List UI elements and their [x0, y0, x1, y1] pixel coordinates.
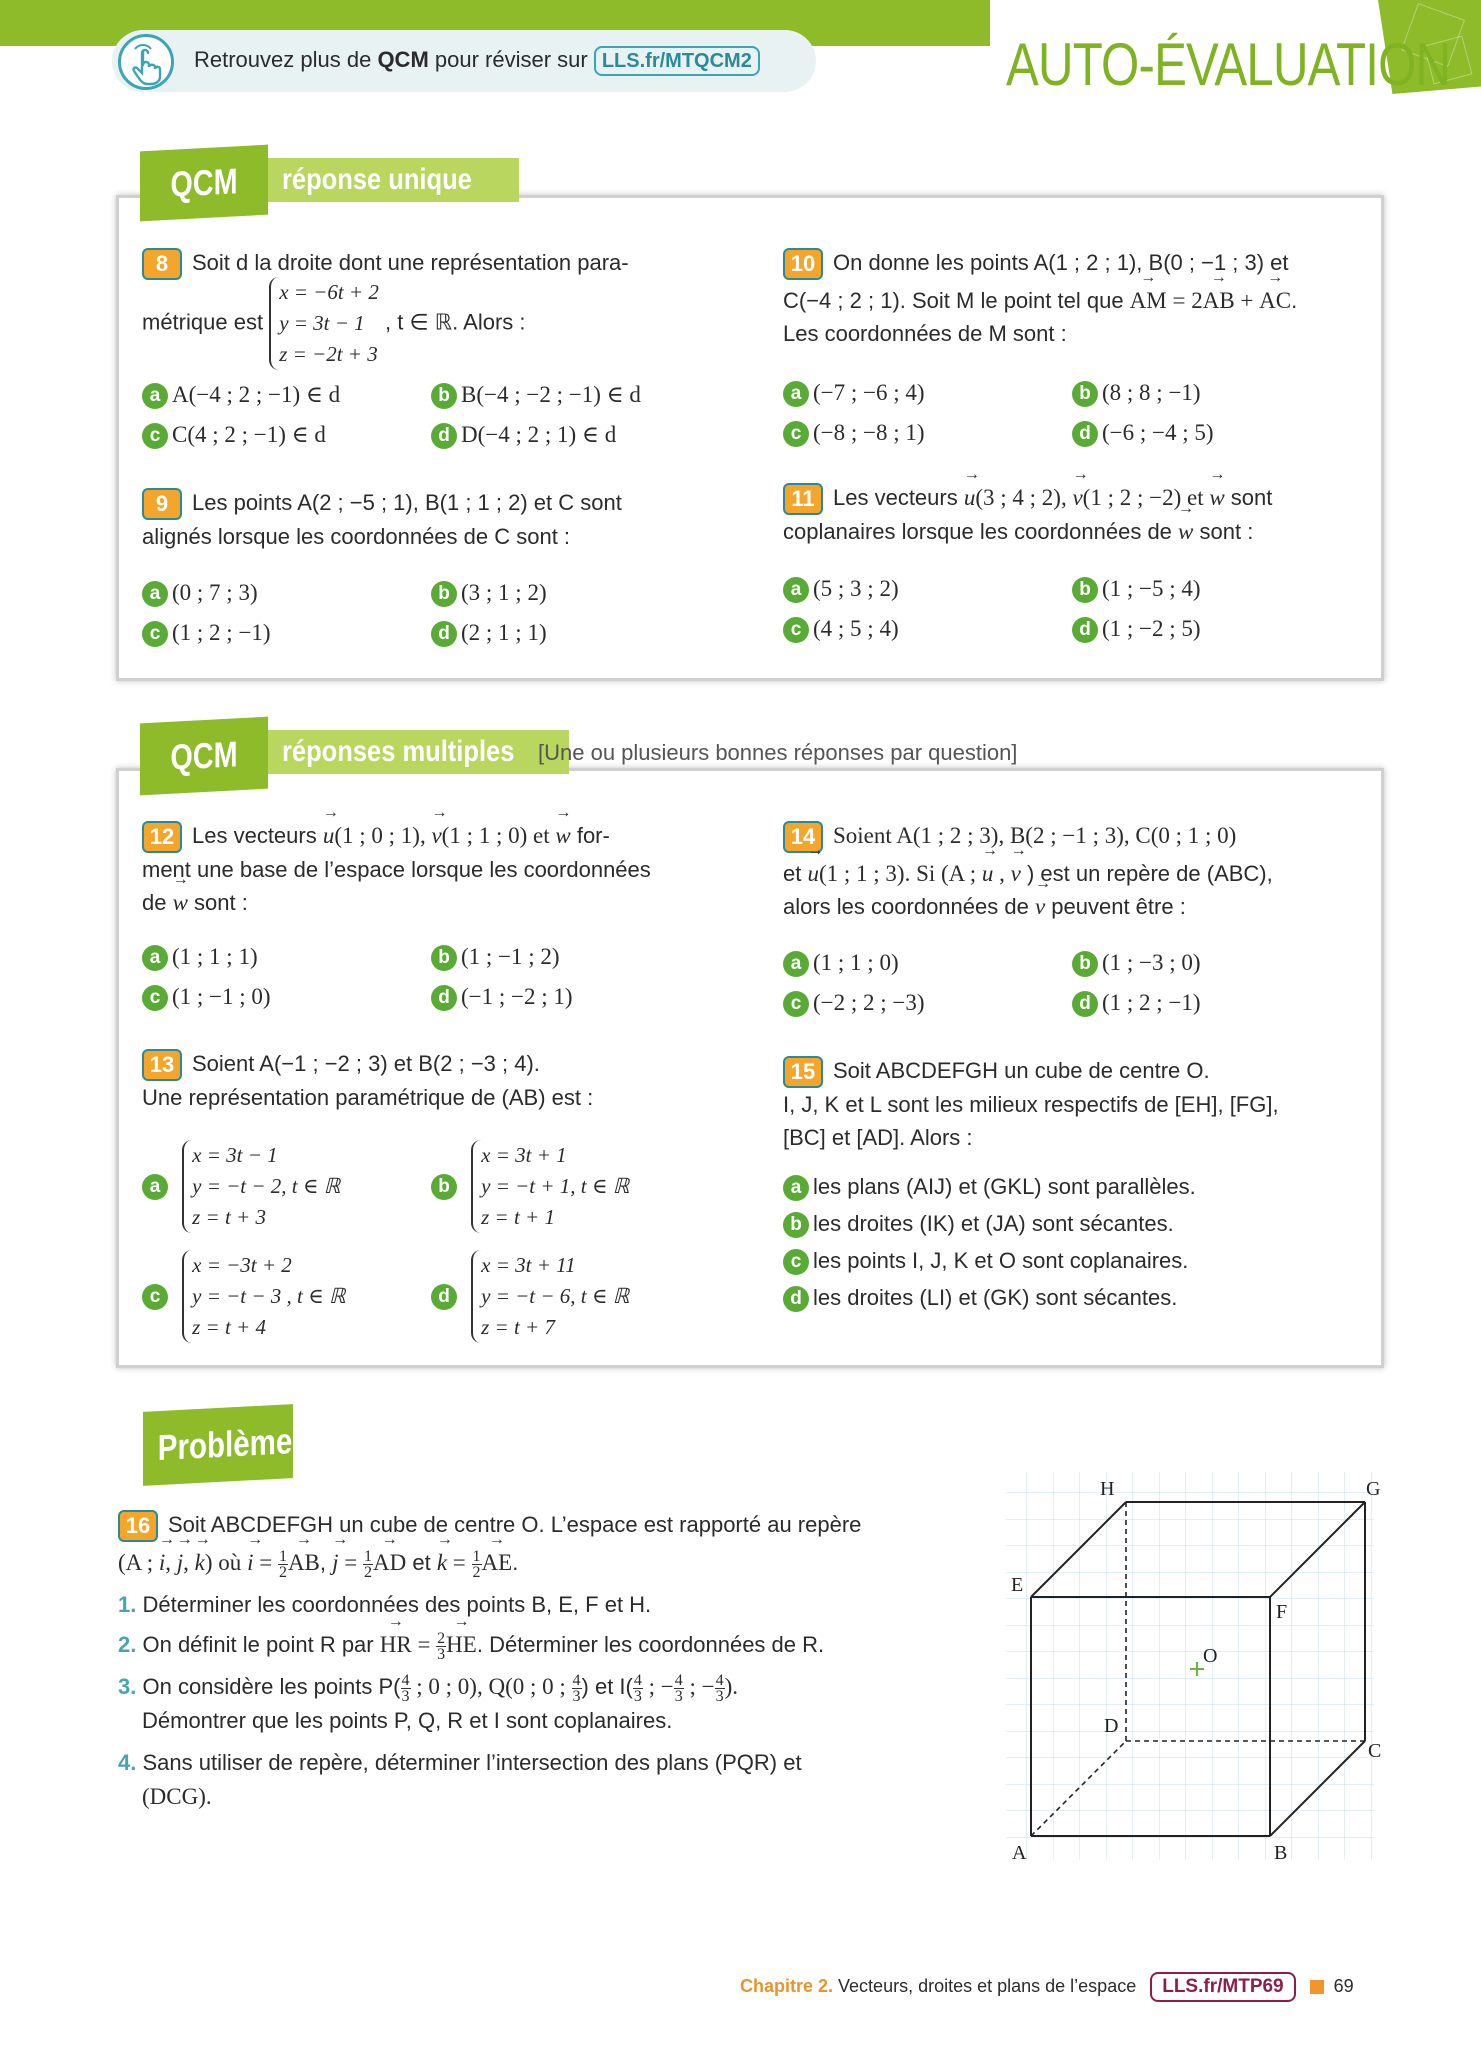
q12-c-text: (1 ; −1 ; 0) [172, 984, 271, 1009]
q8-eq-y: y = 3t − 1 [279, 311, 365, 336]
q11-l1c: (1 ; 2 ; −2) et [1082, 485, 1210, 510]
q16-step2b: . Déterminer les coordonnées de R. [476, 1632, 825, 1658]
q10-line2-pre: C(−4 ; 2 ; 1). Soit M le point tel que [783, 288, 1130, 314]
frac-den: 3 [401, 1687, 410, 1705]
vector-v: → v [1072, 481, 1082, 514]
q14-answer-a[interactable]: a (1 ; 1 ; 0) [783, 950, 899, 977]
q16-et: et [406, 1550, 437, 1576]
q11-answer-c[interactable]: c (4 ; 5 ; 4) [783, 616, 899, 643]
q16-l1: Soit ABCDEFGH un cube de centre O. L’espace est rapporté au repère [168, 1512, 862, 1537]
cube-grid [1006, 1472, 1374, 1860]
q16-dot: . [512, 1550, 519, 1576]
fraction-half [278, 1549, 288, 1580]
q12-l3a: de [142, 890, 173, 916]
label-e: E [1011, 1574, 1024, 1596]
q16-step2-eq: = [411, 1632, 437, 1658]
q10-b-text: (8 ; 8 ; −1) [1102, 380, 1201, 405]
q14-d-text: (1 ; 2 ; −1) [1102, 990, 1201, 1015]
page-number: 69 [1333, 1976, 1354, 1996]
hand-tap-icon [118, 34, 174, 90]
q16-p-rest: ; 0 ; 0), Q(0 ; 0 ; [410, 1674, 572, 1700]
frac-den: 3 [633, 1687, 642, 1705]
question-number: 13 [142, 1049, 182, 1081]
q8-line2-post: , t ∈ ℝ. Alors : [384, 309, 526, 335]
label-g: G [1366, 1478, 1381, 1500]
q14-l2d: ) est un repère de (ABC), [1020, 861, 1273, 887]
vector-u: → u [982, 857, 994, 890]
footer [740, 1972, 1354, 2002]
q12-d-text: (−1 ; −2 ; 1) [461, 984, 573, 1009]
label-h: H [1100, 1478, 1115, 1500]
page-title: AUTO-ÉVALUATION [1006, 31, 1451, 98]
frac-num: 4 [674, 1671, 683, 1689]
question-12 [142, 819, 742, 919]
q9-b-text: (3 ; 1 ; 2) [461, 580, 547, 605]
question-number: 15 [783, 1056, 823, 1088]
q13-b-eq-x: x = 3t + 1 [481, 1143, 567, 1167]
frac-num: 1 [472, 1547, 481, 1565]
q9-answer-b[interactable]: b (3 ; 1 ; 2) [431, 580, 547, 607]
qcm-link[interactable]: LLS.fr/MTQCM2 [594, 46, 760, 76]
q15-l3: [BC] et [AD]. Alors : [783, 1125, 973, 1151]
q14-l3b: peuvent être : [1045, 894, 1186, 920]
q16-step4a: Sans utiliser de repère, déterminer l’intersection des plans (PQR) et [142, 1750, 802, 1776]
vector-ad: → AD [373, 1546, 406, 1580]
q13-a-eq-x: x = 3t − 1 [192, 1143, 278, 1167]
fraction-half [363, 1549, 373, 1580]
frac-den: 2 [278, 1563, 287, 1581]
q10-line1: On donne les points A(1 ; 2 ; 1), B(0 ; −1 ; 3) et [833, 250, 1289, 275]
q8-eq-z: z = −2t + 3 [279, 342, 378, 367]
q8-answer-a[interactable]: a A(−4 ; 2 ; −1) ∈ d [142, 382, 340, 409]
vector-j: → j [177, 1546, 183, 1580]
q15-answer-c[interactable]: c les points I, J, K et O sont coplanaires. [783, 1248, 1188, 1275]
section2-subtitle-text: réponses multiples [282, 735, 515, 768]
q13-answer-c[interactable]: c x = −3t + 2 y = −t − 3 , t ∈ ℝ z = t + 4 [142, 1250, 346, 1343]
q9-line2: alignés lorsque les coordonnées de C sont : [142, 524, 571, 550]
q11-l2b: sont : [1193, 519, 1254, 545]
vector-he: → HE [446, 1628, 477, 1662]
label-a: A [1012, 1842, 1027, 1864]
q13-a-eq-y: y = −t − 2, t ∈ ℝ [192, 1174, 341, 1198]
footer-link[interactable]: LLS.fr/MTP69 [1150, 1972, 1295, 2002]
q14-l3a: alors les coordonnées de [783, 894, 1035, 920]
q16-eq: = [338, 1550, 363, 1576]
vector-u: → u [807, 857, 819, 890]
vector-ab: → AB [288, 1546, 320, 1580]
q14-c-text: (−2 ; 2 ; −3) [813, 990, 925, 1015]
q11-l1d: sont [1224, 485, 1273, 510]
q12-l1a: Les vecteurs [192, 823, 323, 848]
step-number: 1. [118, 1592, 137, 1618]
section2-tag-text: QCM [170, 733, 238, 778]
frac-num: 4 [401, 1671, 410, 1689]
q14-b-text: (1 ; −3 ; 0) [1102, 950, 1201, 975]
q10-plus: + [1234, 288, 1260, 314]
q12-answer-b[interactable]: b (1 ; −1 ; 2) [431, 944, 560, 971]
q15-l2: I, J, K et L sont les milieux respectifs de [EH], [FG], [783, 1092, 1279, 1118]
q12-a-text: (1 ; 1 ; 1) [172, 944, 258, 969]
q8-eq-x: x = −6t + 2 [279, 280, 379, 305]
q11-answer-d[interactable]: d (1 ; −2 ; 5) [1072, 616, 1201, 643]
q16-eq: = [253, 1550, 278, 1576]
q13-answer-d[interactable]: d x = 3t + 11 y = −t − 6, t ∈ ℝ z = t + 7 [431, 1250, 629, 1343]
question-9 [142, 486, 742, 553]
section1-tag [140, 145, 268, 222]
q13-l2: Une représentation paramétrique de (AB) est : [142, 1085, 594, 1111]
q12-b-text: (1 ; −1 ; 2) [461, 944, 560, 969]
q8-line1: Soit d la droite dont une représentation para- [192, 250, 629, 275]
footer-chapter-title: Vecteurs, droites et plans de l’espace [833, 1976, 1137, 1996]
q11-a-text: (5 ; 3 ; 2) [813, 576, 899, 601]
q16-step2a: On définit le point R par [142, 1632, 380, 1658]
question-8 [142, 246, 742, 370]
question-16 [118, 1508, 968, 1814]
q8-line2-pre: métrique est [142, 309, 264, 335]
q14-a-text: (1 ; 1 ; 0) [813, 950, 899, 975]
q9-a-text: (0 ; 7 ; 3) [172, 580, 258, 605]
step-number: 3. [118, 1674, 137, 1700]
question-number: 16 [118, 1510, 158, 1542]
fraction-four-thirds [674, 1673, 684, 1704]
q14-answer-b[interactable]: b (1 ; −3 ; 0) [1072, 950, 1201, 977]
vector-ac: → AC [1259, 284, 1291, 317]
section1-subtitle [268, 158, 519, 202]
q12-l1d: for- [570, 823, 610, 848]
vector-v: → v [431, 819, 441, 852]
q10-c-text: (−8 ; −8 ; 1) [813, 420, 925, 445]
question-10 [783, 246, 1373, 350]
problem-tag [143, 1404, 293, 1486]
section2-note: [Une ou plusieurs bonnes réponses par question] [538, 740, 1018, 765]
q9-d-text: (2 ; 1 ; 1) [461, 620, 547, 645]
q10-line3: Les coordonnées de M sont : [783, 321, 1067, 347]
q13-d-eq-z: z = t + 7 [481, 1315, 555, 1339]
q12-answer-d[interactable]: d (−1 ; −2 ; 1) [431, 984, 573, 1011]
vector-v: → v [1035, 890, 1045, 923]
q13-b-eq-y: y = −t + 1, t ∈ ℝ [481, 1174, 630, 1198]
q13-c-eq-x: x = −3t + 2 [192, 1253, 292, 1277]
q15-d-text: les droites (LI) et (GK) sont sécantes. [813, 1285, 1178, 1310]
fraction-four-thirds [715, 1673, 725, 1704]
vector-ae: → AE [482, 1546, 513, 1580]
fraction-two-thirds [436, 1631, 446, 1662]
vector-v: → v [1011, 857, 1021, 890]
fraction-four-thirds [633, 1673, 643, 1704]
q10-dot: . [1291, 288, 1298, 314]
banner-suffix: pour réviser sur [428, 47, 594, 72]
q13-l1: Soient A(−1 ; −2 ; 3) et B(2 ; −3 ; 4). [192, 1051, 540, 1076]
q16-step3a: On considère les points P( [142, 1674, 401, 1700]
q16-step3b: Démontrer que les points P, Q, R et I sont coplanaires. [142, 1708, 673, 1734]
q12-l3b: sont : [187, 890, 248, 916]
q9-answer-a[interactable]: a (0 ; 7 ; 3) [142, 580, 258, 607]
q10-a-text: (−7 ; −6 ; 4) [813, 380, 925, 405]
q10-d-text: (−6 ; −4 ; 5) [1102, 420, 1214, 445]
q8-answer-b[interactable]: b B(−4 ; −2 ; −1) ∈ d [431, 382, 641, 409]
q16-l2b: ) où [204, 1550, 248, 1576]
label-c: C [1368, 1740, 1382, 1762]
q8-b-text: B(−4 ; −2 ; −1) ∈ d [461, 382, 641, 407]
q15-b-text: les droites (IK) et (JA) sont sécantes. [813, 1211, 1174, 1236]
q13-answer-a[interactable]: a x = 3t − 1 y = −t − 2, t ∈ ℝ z = t + 3 [142, 1140, 340, 1233]
frac-den: 3 [715, 1687, 724, 1705]
q14-answer-c[interactable]: c (−2 ; 2 ; −3) [783, 990, 925, 1017]
footer-chapter: Chapitre 2. [740, 1976, 834, 1996]
label-f: F [1276, 1601, 1288, 1623]
q16-c1: , [165, 1550, 177, 1576]
banner-prefix: Retrouvez plus de [194, 47, 378, 72]
question-number: 12 [142, 821, 182, 853]
label-d: D [1104, 1715, 1119, 1737]
q14-l1: Soient A(1 ; 2 ; 3), B(2 ; −1 ; 3), C(0 ; 1 ; 0) [833, 823, 1237, 848]
fraction-half [472, 1549, 482, 1580]
q10-answer-b[interactable]: b (8 ; 8 ; −1) [1072, 380, 1201, 407]
q13-b-eq-z: z = t + 1 [481, 1205, 555, 1229]
q11-d-text: (1 ; −2 ; 5) [1102, 616, 1201, 641]
vector-ab: → AB [1203, 284, 1235, 317]
fraction-four-thirds [401, 1673, 411, 1704]
q11-answer-a[interactable]: a (5 ; 3 ; 2) [783, 576, 899, 603]
vector-k: → k [195, 1546, 205, 1580]
vector-i: → i [247, 1546, 253, 1580]
q12-answer-a[interactable]: a (1 ; 1 ; 1) [142, 944, 258, 971]
q12-l2: ment une base de l’espace lorsque les coordonnées [142, 857, 651, 883]
question-number: 11 [783, 483, 823, 515]
q8-system [269, 277, 379, 370]
frac-num: 1 [278, 1547, 287, 1565]
section2-tag [140, 717, 268, 796]
footer-square-icon [1310, 1980, 1324, 1994]
question-14 [783, 819, 1383, 923]
q16-l2a: (A ; [118, 1550, 159, 1576]
q15-l1: Soit ABCDEFGH un cube de centre O. [833, 1058, 1210, 1083]
step-number: 4. [118, 1750, 137, 1776]
vector-am: → AM [1130, 284, 1167, 317]
q15-c-text: les points I, J, K et O sont coplanaires. [813, 1248, 1189, 1273]
frac-num: 4 [715, 1671, 724, 1689]
q12-l1b: (1 ; 0 ; 1), [334, 823, 432, 848]
q16-c2: , [183, 1550, 195, 1576]
vector-j: → j [332, 1546, 338, 1580]
q11-l2a: coplanaires lorsque les coordonnées de [783, 519, 1179, 545]
vector-w: → w [555, 819, 570, 852]
step-number: 2. [118, 1632, 137, 1658]
q8-a-text: A(−4 ; 2 ; −1) ∈ d [172, 382, 341, 407]
q13-answer-b[interactable]: b x = 3t + 1 y = −t + 1, t ∈ ℝ z = t + 1 [431, 1140, 629, 1233]
q14-l2a: et [783, 861, 808, 887]
fraction-four-thirds [572, 1673, 582, 1704]
q16-i-end: ). [724, 1674, 739, 1700]
q11-l1b: (3 ; 4 ; 2), [975, 485, 1073, 510]
vector-u: → u [964, 481, 976, 514]
frac-num: 1 [364, 1547, 372, 1565]
banner-bold: QCM [377, 47, 429, 72]
vector-w: → w [1178, 515, 1193, 548]
q13-d-eq-x: x = 3t + 11 [481, 1253, 576, 1277]
frac-den: 3 [572, 1687, 581, 1705]
q11-b-text: (1 ; −5 ; 4) [1102, 576, 1201, 601]
q10-answer-d[interactable]: d (−6 ; −4 ; 5) [1072, 420, 1214, 447]
q9-answer-d[interactable]: d (2 ; 1 ; 1) [431, 620, 547, 647]
q13-d-eq-y: y = −t − 6, t ∈ ℝ [481, 1284, 630, 1308]
q15-answer-d[interactable]: d les droites (LI) et (GK) sont sécantes. [783, 1285, 1177, 1312]
q16-step1: Déterminer les coordonnées des points B, E, F et H. [142, 1592, 652, 1618]
section1-tag-text: QCM [170, 160, 238, 205]
question-number: 10 [783, 248, 823, 280]
q11-l1a: Les vecteurs [833, 485, 964, 510]
vector-i: → i [159, 1546, 165, 1580]
q9-answer-c[interactable]: c (1 ; 2 ; −1) [142, 620, 271, 647]
q10-answer-c[interactable]: c (−8 ; −8 ; 1) [783, 420, 925, 447]
q11-answer-b[interactable]: b (1 ; −5 ; 4) [1072, 576, 1201, 603]
frac-num: 4 [572, 1671, 581, 1689]
q14-answer-d[interactable]: d (1 ; 2 ; −1) [1072, 990, 1201, 1017]
q14-l2b: (1 ; 1 ; 3). Si (A ; [818, 861, 982, 887]
q16-q-rest: ) et I( [581, 1674, 633, 1700]
cube-figure [1000, 1466, 1380, 1866]
q15-a-text: les plans (AIJ) et (GKL) sont parallèles. [813, 1174, 1196, 1199]
vector-hr: → HR [380, 1628, 412, 1662]
q16-i-sep: ; − [642, 1674, 674, 1700]
qcm-banner-text [194, 46, 760, 76]
q8-answer-c[interactable]: c C(4 ; 2 ; −1) ∈ d [142, 422, 326, 449]
q16-i-sep2: ; − [683, 1674, 715, 1700]
section2-subtitle [268, 730, 569, 774]
q16-step4b: (DCG). [142, 1784, 212, 1810]
vector-w: → w [1209, 481, 1224, 514]
q14-l2c: , [993, 861, 1011, 887]
q8-c-text: C(4 ; 2 ; −1) ∈ d [172, 422, 326, 447]
q10-eq: = 2 [1166, 288, 1203, 314]
q16-comma: , [319, 1550, 333, 1576]
frac-den: 2 [364, 1563, 372, 1581]
question-11 [783, 481, 1383, 548]
question-number: 14 [783, 821, 823, 853]
q13-c-eq-z: z = t + 4 [192, 1315, 266, 1339]
q15-answer-a[interactable]: a les plans (AIJ) et (GKL) sont parallèles. [783, 1174, 1196, 1201]
question-number: 9 [142, 488, 182, 520]
frac-den: 3 [437, 1645, 446, 1663]
q15-answer-b[interactable]: b les droites (IK) et (JA) sont sécantes. [783, 1211, 1174, 1238]
question-number: 8 [142, 248, 182, 280]
frac-den: 2 [472, 1563, 481, 1581]
section1-subtitle-text: réponse unique [282, 163, 472, 196]
problem-tag-text: Problème [157, 1420, 293, 1469]
q9-c-text: (1 ; 2 ; −1) [172, 620, 271, 645]
q12-answer-c[interactable]: c (1 ; −1 ; 0) [142, 984, 271, 1011]
q12-l1c: (1 ; 1 ; 0) et [441, 823, 556, 848]
q13-c-eq-y: y = −t − 3 , t ∈ ℝ [192, 1284, 346, 1308]
q10-answer-a[interactable]: a (−7 ; −6 ; 4) [783, 380, 925, 407]
q16-eq: = [447, 1550, 472, 1576]
question-15 [783, 1054, 1383, 1154]
label-b: B [1274, 1842, 1288, 1864]
q8-d-text: D(−4 ; 2 ; 1) ∈ d [461, 422, 617, 447]
q11-c-text: (4 ; 5 ; 4) [813, 616, 899, 641]
question-13 [142, 1047, 742, 1114]
frac-den: 3 [674, 1687, 683, 1705]
q9-line1: Les points A(2 ; −5 ; 1), B(1 ; 1 ; 2) et C sont [192, 490, 622, 515]
q13-a-eq-z: z = t + 3 [192, 1205, 266, 1229]
q8-answer-d[interactable]: d D(−4 ; 2 ; 1) ∈ d [431, 422, 616, 449]
label-o: O [1203, 1645, 1218, 1667]
frac-num: 2 [437, 1629, 446, 1647]
vector-w: → w [173, 886, 188, 919]
frac-num: 4 [633, 1671, 642, 1689]
vector-u: → u [323, 819, 335, 852]
vector-k: → k [437, 1546, 447, 1580]
